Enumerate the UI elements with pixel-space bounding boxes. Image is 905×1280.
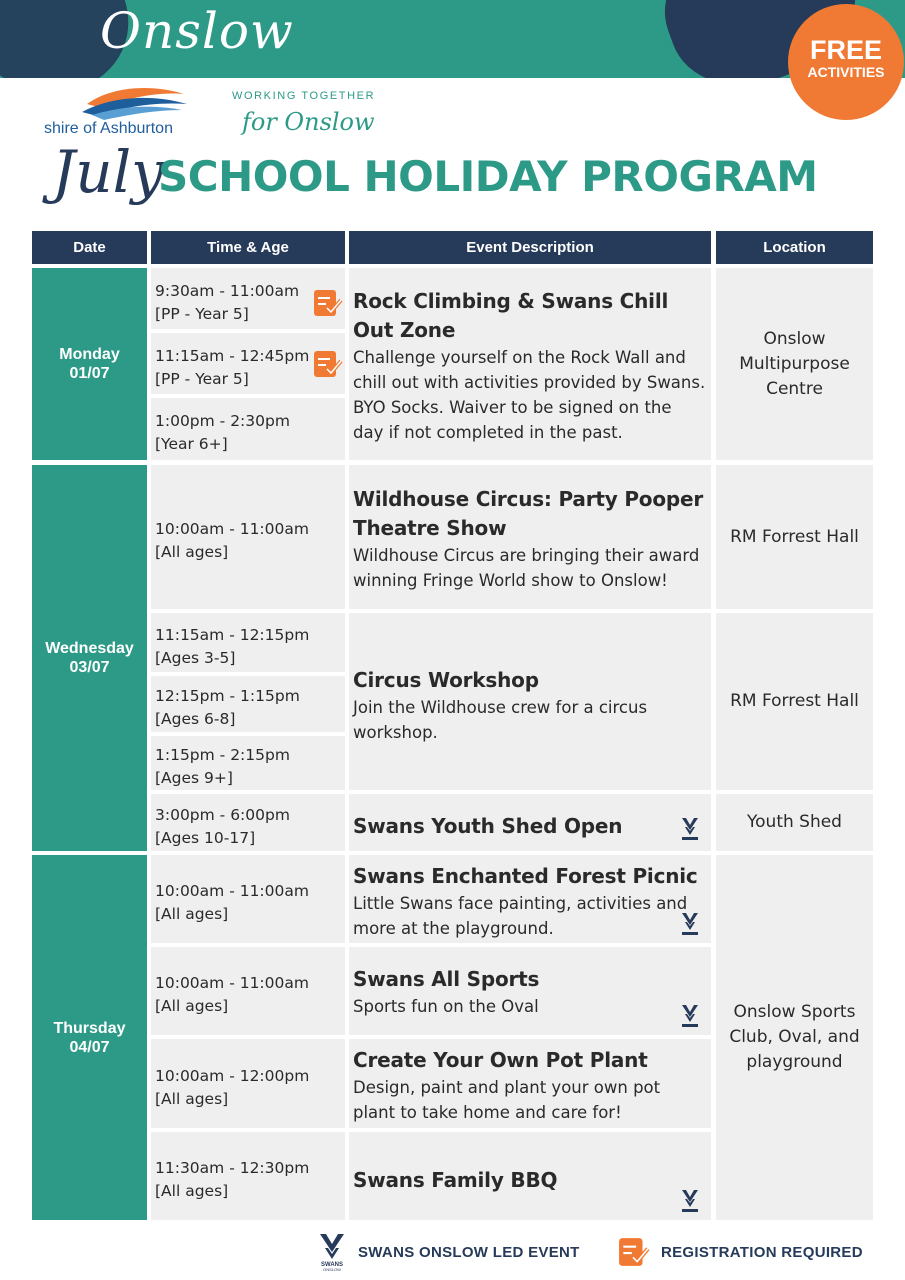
top-banner <box>0 0 905 78</box>
session-time: 9:30am - 11:00am <box>155 281 300 300</box>
session-time: 3:00pm - 6:00pm <box>155 805 290 824</box>
session-age: [All ages] <box>155 543 229 561</box>
column-header-event: Event Description <box>349 231 711 264</box>
day-date: 04/07 <box>69 1038 110 1056</box>
swans-logo-icon <box>679 1188 701 1214</box>
registration-required-icon <box>313 288 343 318</box>
event-cell <box>349 268 711 460</box>
session-time: 10:00am - 11:00am <box>155 974 309 992</box>
swans-logo-icon <box>679 816 701 842</box>
location-cell: Onslow Multipurpose Centre <box>716 268 873 460</box>
session-age: [All ages] <box>155 905 229 923</box>
event-title: Circus Workshop <box>353 668 539 692</box>
swans-logo-icon <box>679 911 701 937</box>
event-cell <box>349 855 711 943</box>
session-time: 12:15pm - 1:15pm <box>155 687 300 705</box>
session-cell <box>151 465 345 609</box>
session-age: [PP - Year 5] <box>155 369 249 388</box>
session-cell <box>151 947 345 1035</box>
event-cell <box>349 1132 711 1220</box>
session-time: 10:00am - 12:00pm <box>155 1066 310 1085</box>
session-age: [Ages 10-17] <box>155 828 256 847</box>
event-cell <box>349 947 711 1035</box>
session-time: 10:00am - 11:00am <box>155 520 309 538</box>
location-cell: RM Forrest Hall <box>716 613 873 790</box>
location-cell: Youth Shed <box>716 794 873 851</box>
swans-mark-subtext: ONSLOW <box>323 1267 341 1272</box>
event-description: Sports fun on the Oval <box>353 997 539 1016</box>
session-cell <box>151 613 345 672</box>
session-time: 11:30am - 12:30pm <box>155 1159 310 1177</box>
session-age: [All ages] <box>155 1089 229 1108</box>
event-description: Wildhouse Circus are bringing their award winning Fringe World show to Onslow! <box>353 546 700 590</box>
event-title: Create Your Own Pot Plant <box>353 1048 648 1072</box>
swans-mark-text: SWANS <box>320 1262 344 1268</box>
session-cell <box>151 676 345 732</box>
free-activities-badge <box>788 4 904 120</box>
event-title: Swans All Sports <box>353 967 540 991</box>
session-cell <box>151 736 345 790</box>
registration-required-icon <box>313 349 343 379</box>
session-cell <box>151 1132 345 1220</box>
day-name: Thursday <box>53 1019 126 1037</box>
free-label: FREE <box>809 35 882 65</box>
column-header-date: Date <box>32 231 147 264</box>
session-age: [Year 6+] <box>155 435 228 453</box>
swans-logo-icon <box>316 1232 348 1272</box>
event-cell <box>349 613 711 790</box>
date-cell-monday <box>32 268 147 460</box>
day-date: 01/07 <box>69 365 110 382</box>
council-name: shire of Ashburton <box>44 120 173 137</box>
date-cell-wednesday <box>32 465 147 851</box>
day-date: 03/07 <box>69 659 110 676</box>
session-cell <box>151 398 345 460</box>
session-cell <box>151 855 345 943</box>
column-header-location: Location <box>716 231 873 264</box>
tagline-bottom: for Onslow <box>242 108 375 136</box>
session-time: 10:00am - 11:00am <box>155 882 309 900</box>
day-name: Monday <box>59 346 120 363</box>
legend-registration-label: REGISTRATION REQUIRED <box>661 1244 863 1261</box>
event-title: Swans Family BBQ <box>353 1167 558 1192</box>
town-title: Onslow <box>100 2 294 60</box>
day-name: Wednesday <box>45 640 134 657</box>
program-title: SCHOOL HOLIDAY PROGRAM <box>158 152 818 201</box>
event-title: Swans Enchanted Forest Picnic <box>353 863 698 888</box>
event-description: Challenge yourself on the Rock Wall and chill out with activities provided by Swans. BYO Socks. Waiver to be signed on the day if not completed in the past. <box>353 348 706 442</box>
event-description: Join the Wildhouse crew for a circus workshop. <box>353 698 648 742</box>
event-title: Wildhouse Circus: Party Pooper Theatre Show <box>353 487 704 540</box>
legend-swans-label: SWANS ONSLOW LED EVENT <box>358 1244 580 1261</box>
activities-label: ACTIVITIES <box>807 64 885 80</box>
month-title: July <box>52 138 164 206</box>
session-time: 11:15am - 12:15pm <box>155 625 310 644</box>
date-cell-thursday <box>32 855 147 1220</box>
event-cell <box>349 465 711 609</box>
session-age: [Ages 9+] <box>155 769 233 787</box>
session-time: 11:15am - 12:45pm <box>155 346 310 365</box>
session-age: [All ages] <box>155 997 229 1015</box>
event-title: Rock Climbing & Swans Chill Out Zone <box>353 289 669 342</box>
location-cell: Onslow Sports Club, Oval, and playground <box>716 855 873 1220</box>
column-header-time: Time & Age <box>151 231 345 264</box>
tagline-top: WORKING TOGETHER <box>232 90 376 102</box>
event-title: Swans Youth Shed Open <box>353 814 623 838</box>
legend <box>0 1230 905 1275</box>
swans-logo-icon <box>679 1003 701 1029</box>
session-age: [Ages 3-5] <box>155 648 236 667</box>
registration-required-icon <box>618 1236 650 1268</box>
event-description: Little Swans face painting, activities and more at the playground. <box>353 893 688 938</box>
session-cell <box>151 794 345 851</box>
event-description: Design, paint and plant your own pot plant to take home and care for! <box>353 1078 661 1122</box>
event-cell <box>349 794 711 851</box>
session-time: 1:00pm - 2:30pm <box>155 412 290 430</box>
session-time: 1:15pm - 2:15pm <box>155 746 290 764</box>
location-cell: RM Forrest Hall <box>716 465 873 609</box>
session-cell <box>151 1039 345 1128</box>
session-age: [Ages 6-8] <box>155 710 236 728</box>
session-age: [All ages] <box>155 1182 229 1200</box>
event-cell <box>349 1039 711 1128</box>
session-age: [PP - Year 5] <box>155 304 249 323</box>
